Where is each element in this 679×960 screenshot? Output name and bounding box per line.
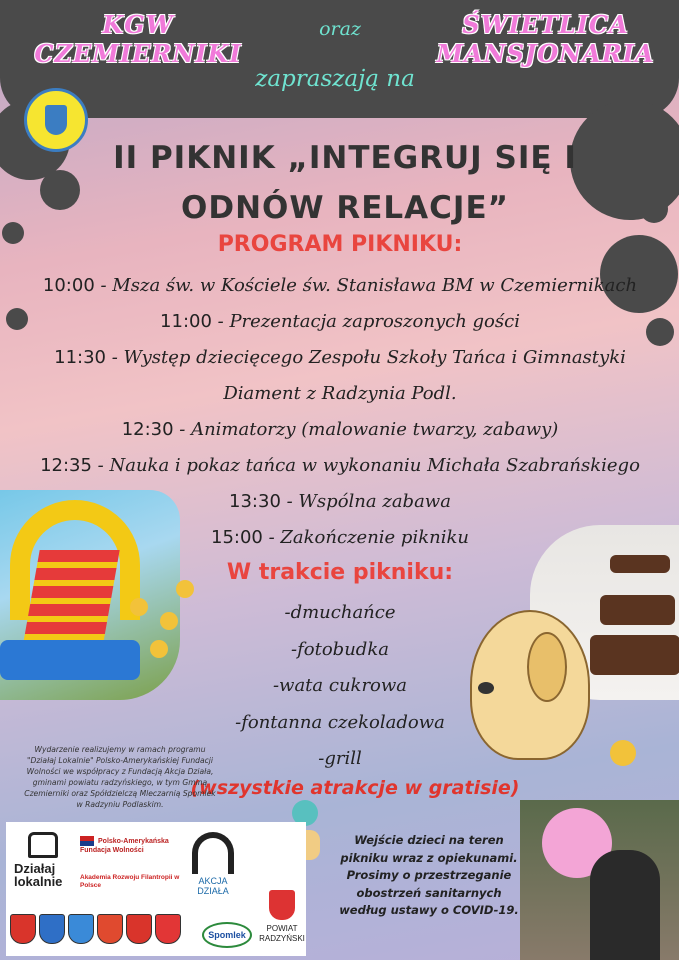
flower-icon — [160, 612, 178, 630]
free-attractions-note: (wszystkie atrakcje w gratisie) — [190, 777, 520, 799]
powiat-label: POWIAT RADZYŃSKI — [259, 924, 305, 943]
powiat-radzynski-logo — [256, 890, 308, 944]
child-figure — [590, 850, 660, 960]
program-heading: PROGRAM PIKNIKU: — [217, 232, 463, 257]
dog-illustration — [470, 610, 590, 760]
crest-icon — [68, 914, 94, 944]
gmina-crests — [10, 914, 181, 944]
covid-notice: Wejście dzieci na teren pikniku wraz z opiekunami. Prosimy o przestrzeganie obostrzeń sanitarnych według ustawy o COVID-19. — [339, 833, 519, 917]
schedule-time: 13:30 — [229, 491, 281, 512]
schedule-time: 15:00 — [211, 527, 263, 548]
akademia-logo — [80, 874, 200, 890]
invite-text: zapraszają na — [255, 66, 415, 92]
akcja-dziala-logo — [188, 832, 238, 896]
schedule-text: - Zakończenie pikniku — [262, 527, 469, 548]
attraction-item: -fotobudka — [291, 638, 389, 660]
hat-icon — [28, 832, 58, 858]
schedule-item — [40, 340, 640, 412]
funding-footnote: Wydarzenie realizujemy w ramach programu "Działaj Lokalnie" Polsko-Amerykańskiej Fundacji Wolności we współpracy z Fundacją Akcja Działa, gminami powiatu radzyńskiego, w tym Gminą Czemierniki oraz Spółdzielczą Mleczarnią Spomlek w Radzyniu Podlaskim. — [24, 745, 216, 809]
fountain-tier — [600, 595, 675, 625]
partner-logos — [6, 822, 306, 956]
dzialaj-lokalnie-logo — [14, 832, 72, 888]
schedule-time: 10:00 — [42, 275, 95, 296]
attractions-heading: W trakcie pikniku: — [226, 560, 454, 585]
schedule-text: - Msza św. w Kościele św. Stanisława BM w Czemiernikach — [94, 275, 638, 296]
schedule-time: 12:30 — [121, 419, 174, 440]
schedule-text: - Prezentacja zaproszonych gości — [211, 311, 520, 332]
crest-icon — [97, 914, 123, 944]
flag-icon — [80, 836, 94, 846]
schedule-item — [40, 304, 640, 340]
schedule-time: 11:30 — [54, 347, 106, 368]
attraction-item: -fontanna czekoladowa — [235, 711, 445, 733]
dzialaj-label: Działaj lokalnie — [14, 861, 63, 889]
org-kgw-czemierniki: KGW CZEMIERNIKI — [34, 10, 242, 68]
decorative-blob — [6, 308, 28, 330]
flower-icon — [130, 598, 148, 616]
schedule-item — [40, 268, 640, 304]
event-title: II PIKNIK „INTEGRUJ SIĘ I ODNÓW RELACJE” — [113, 140, 577, 226]
coat-of-arms-icon — [45, 105, 67, 135]
decorative-blob — [2, 222, 24, 244]
attraction-item: -grill — [318, 748, 362, 769]
dog-ear — [527, 632, 567, 702]
decorative-blob — [640, 195, 668, 223]
header-connector: oraz — [319, 18, 361, 40]
attractions-list — [220, 595, 460, 778]
attraction-item: -dmuchańce — [284, 602, 396, 623]
schedule-item — [40, 412, 640, 448]
pafw-logo — [80, 836, 200, 855]
crest-icon — [126, 914, 152, 944]
spomlek-logo: Spomlek — [202, 922, 252, 948]
org-swietlica-mansjonaria: ŚWIETLICA MANSJONARIA — [436, 10, 655, 68]
decorative-blob — [40, 170, 80, 210]
fountain-tier — [590, 635, 679, 675]
decorative-blob — [646, 318, 674, 346]
fountain-tier — [610, 555, 670, 573]
schedule-time: 12:35 — [40, 455, 92, 476]
crest-icon — [10, 914, 36, 944]
dog-nose — [478, 682, 494, 694]
schedule-text: - Animatorzy (malowanie twarzy, zabawy) — [173, 419, 559, 440]
schedule-time: 11:00 — [160, 311, 212, 332]
crest-icon — [39, 914, 65, 944]
crest-icon — [269, 890, 295, 920]
attraction-item: -wata cukrowa — [272, 675, 408, 696]
kgw-logo — [24, 88, 88, 152]
flower-icon — [150, 640, 168, 658]
bouncy-base — [0, 640, 140, 680]
flower-icon — [176, 580, 194, 598]
crest-icon — [155, 914, 181, 944]
cotton-candy-photo — [520, 800, 679, 960]
akcja-label: AKCJA DZIAŁA — [197, 876, 229, 896]
schedule-item — [40, 448, 640, 484]
schedule-text: - Nauka i pokaz tańca w wykonaniu Michała Szabrańskiego — [91, 455, 640, 476]
schedule-text: - Występ dziecięcego Zespołu Szkoły Tańca i Gimnastyki Diament z Radzynia Podl. — [106, 347, 626, 404]
flower-icon — [610, 740, 636, 766]
pafw-label: Polsko-Amerykańska Fundacja Wolności — [80, 837, 169, 854]
arch-icon — [192, 832, 234, 874]
schedule-text: - Wspólna zabawa — [280, 491, 451, 512]
bouncy-castle-image — [0, 490, 180, 700]
akademia-label: Akademia Rozwoju Filantropii w Polsce — [80, 874, 180, 889]
